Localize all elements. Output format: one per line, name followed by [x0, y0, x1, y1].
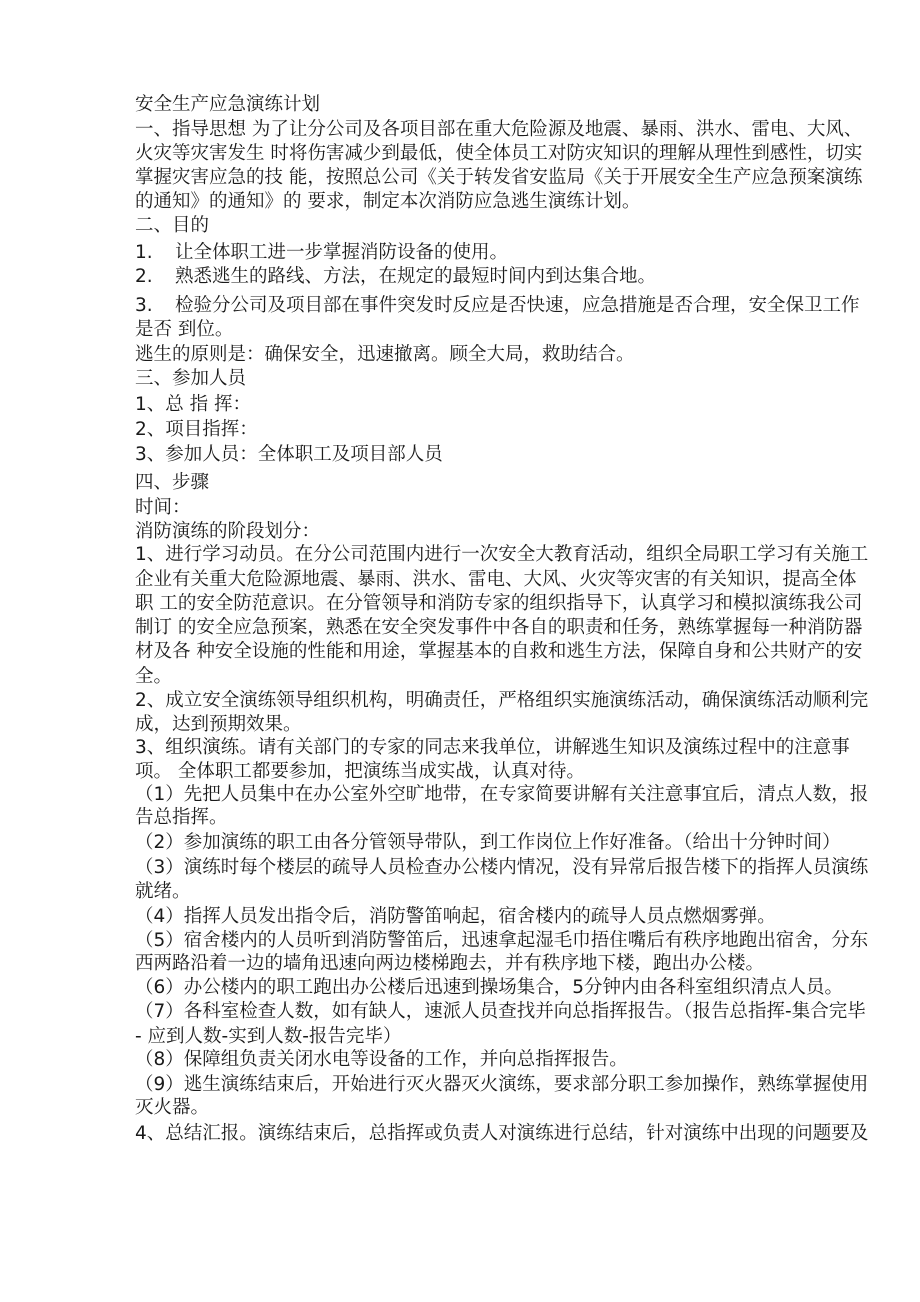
paragraph-line: 二、目的: [135, 215, 210, 236]
paragraph-line: 逃生的原则是：确保安全，迅速撤离。顾全大局，救助结合。: [135, 344, 635, 365]
list-number: 3.: [135, 295, 153, 316]
paragraph-line: - 应到人数-实到人数-报告完毕）: [135, 1026, 402, 1047]
paragraph-line: 就绪。: [135, 881, 191, 902]
list-number: 1.: [135, 242, 153, 263]
paragraph-line: 1、进行学习动员。在分公司范围内进行一次安全大教育活动，组织全局职工学习有关施工: [135, 544, 869, 565]
paragraph-line: 项。 全体职工都要参加，把演练当成实战，认真对待。: [135, 761, 585, 782]
paragraph-line: 火灾等灾害发生 时将伤害减少到最低，使全体员工对防灾知识的理解从理性到感性，切实: [135, 143, 863, 164]
list-item-text: 熟悉逃生的路线、方法，在规定的最短时间内到达集合地。: [175, 266, 657, 287]
list-item-text: 让全体职工进一步掌握消防设备的使用。: [175, 242, 509, 263]
paragraph-line: （5）宿舍楼内的人员听到消防警笛后，迅速拿起湿毛巾捂住嘴后有秩序地跑出宿舍，分东: [135, 930, 869, 951]
paragraph-line: 告总指挥。: [135, 807, 228, 828]
paragraph-line: （1）先把人员集中在办公室外空旷地带，在专家简要讲解有关注意事宜后，清点人数，报: [135, 784, 869, 805]
paragraph-line: [135, 241, 800, 265]
paragraph-line: 3、参加人员：全体职工及项目部人员: [135, 444, 443, 465]
paragraph-line: 是否 到位。: [135, 319, 234, 340]
paragraph-line: 三、参加人员: [135, 368, 247, 389]
document-title: 安全生产应急演练计划: [135, 94, 321, 115]
paragraph-line: （8）保障组负责关闭水电等设备的工作，并向总指挥报告。: [135, 1049, 628, 1070]
paragraph-line: （4）指挥人员发出指令后，消防警笛响起，宿舍楼内的疏导人员点燃烟雾弹。: [135, 906, 776, 927]
paragraph-line: （6）办公楼内的职工跑出办公楼后迅速到操场集合，5分钟内由各科室组织清点人员。: [135, 977, 844, 998]
paragraph-line: 1、总 指 挥：: [135, 394, 252, 415]
paragraph-line: 3、组织演练。请有关部门的专家的同志来我单位，讲解逃生知识及演练过程中的注意事: [135, 737, 850, 758]
paragraph-line: [135, 294, 860, 318]
paragraph-line: 企业有关重大危险源地震、暴雨、洪水、雷电、大风、火灾等灾害的有关知识，提高全体: [135, 569, 857, 590]
paragraph-line: 职 工的安全防范意识。在分管领导和消防专家的组织指导下，认真学习和模拟演练我公司: [135, 593, 863, 614]
paragraph-line: 材及各 种安全设施的性能和用途，掌握基本的自救和逃生方法，保障自身和公共财产的安: [135, 641, 863, 662]
paragraph-line: 全。: [135, 666, 173, 687]
paragraph-line: 的通知》的通知》的 要求，制定本次消防应急逃生演练计划。: [135, 191, 641, 212]
paragraph-line: 2、成立安全演练领导组织机构，明确责任，严格组织实施演练活动，确保演练活动顺利完: [135, 690, 869, 711]
paragraph-line: 2、项目指挥：: [135, 419, 258, 440]
paragraph-line: 一、指导思想 为了让分公司及各项目部在重大危险源及地震、暴雨、洪水、雷电、大风、: [135, 119, 863, 140]
paragraph-line: 西两路沿着一边的墙角迅速向两边楼梯跑去，并有秩序地下楼，跑出办公楼。: [135, 953, 765, 974]
paragraph-line: 4、总结汇报。演练结束后，总指挥或负责人对演练进行总结，针对演练中出现的问题要及: [135, 1123, 869, 1144]
paragraph-line: 灭火器。: [135, 1097, 210, 1118]
paragraph-line: 成，达到预期效果。: [135, 714, 302, 735]
paragraph-line: 四、步骤: [135, 472, 210, 493]
paragraph-line: （7）各科室检查人数，如有缺人，速派人员查找并向总指挥报告。（报告总指挥-集合完毕: [135, 1001, 866, 1022]
list-number: 2.: [135, 266, 153, 287]
paragraph-line: [135, 265, 800, 289]
paragraph-line: 制订 的安全应急预案，熟悉在安全突发事件中各自的职责和任务，熟练掌握每一种消防器: [135, 617, 863, 638]
paragraph-line: 掌握灾害应急的技 能，按照总公司《关于转发省安监局《关于开展安全生产应急预案演练: [135, 167, 863, 188]
paragraph-line: （9）逃生演练结束后，开始进行灭火器灭火演练，要求部分职工参加操作，熟练掌握使用: [135, 1074, 869, 1095]
paragraph-line: （2）参加演练的职工由各分管领导带队，到工作岗位上作好准备。（给出十分钟时间）: [135, 832, 841, 853]
list-item-text: 检验分公司及项目部在事件突发时反应是否快速，应急措施是否合理，安全保卫工作: [175, 295, 860, 316]
paragraph-line: （3）演练时每个楼层的疏导人员检查办公楼内情况，没有异常后报告楼下的指挥人员演练: [135, 857, 869, 878]
paragraph-line: 消防演练的阶段划分：: [135, 521, 321, 542]
paragraph-line: 时间：: [135, 497, 191, 518]
